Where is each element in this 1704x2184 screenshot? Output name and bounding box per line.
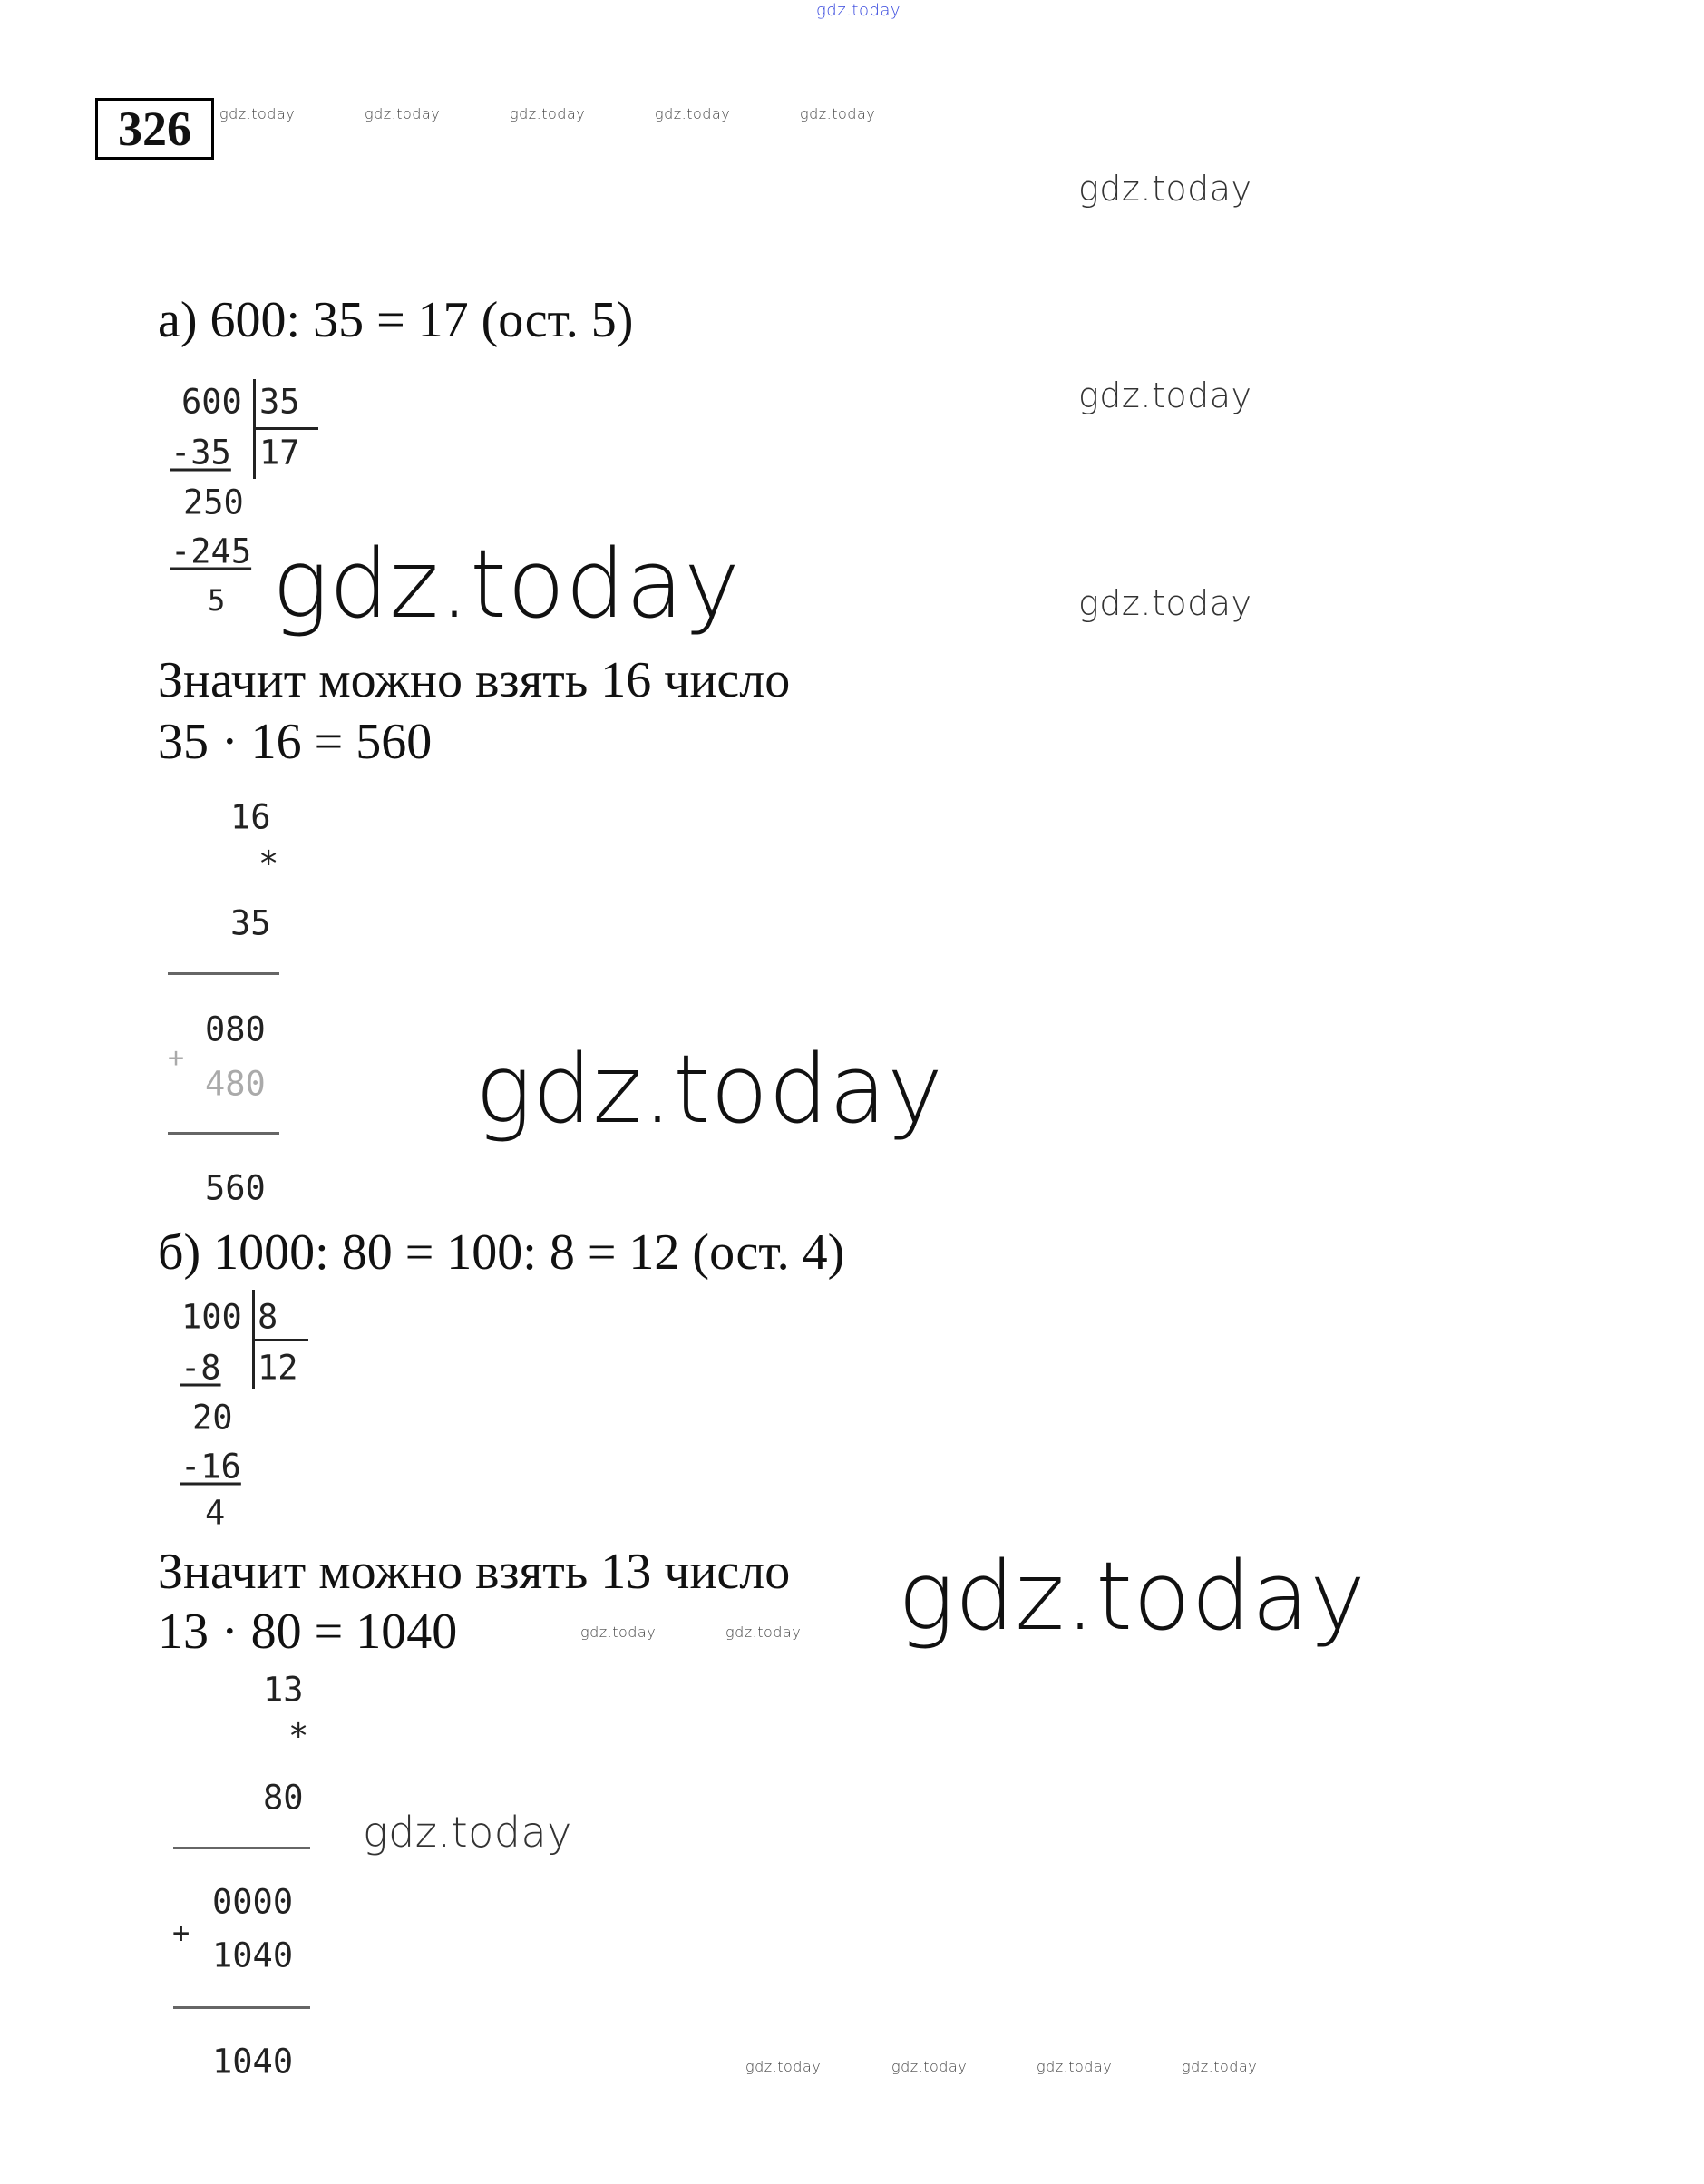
partial-product: 480 [205,1064,266,1104]
watermark: gdz.today [745,2058,822,2075]
watermark: gdz.today [580,1623,657,1641]
watermark: gdz.today [800,105,876,122]
divisor: 8 [258,1297,278,1337]
plus-sign: + [168,1042,185,1074]
remainder: 4 [205,1493,226,1533]
division-step: -35 [170,433,231,473]
division-step: -245 [170,531,252,571]
watermark: gdz.today [1078,375,1252,415]
division-step: 20 [192,1398,233,1438]
quotient: 17 [259,433,300,473]
division-step: 250 [183,483,244,522]
watermark: gdz.today [891,2058,968,2075]
dividend: 600 [181,382,242,422]
watermark: gdz.today [816,1,901,20]
factor: 35 [230,903,271,943]
part-b-equation: б) 1000: 80 = 100: 8 = 12 (ост. 4) [158,1224,845,1281]
remainder: 5 [208,583,226,618]
product-result: 560 [205,1168,266,1208]
rule [168,1132,279,1135]
rule [173,1847,310,1849]
factor: 16 [230,797,271,837]
division-step: -16 [180,1447,241,1487]
product-result: 1040 [212,2042,294,2082]
multiply-sign: * [288,1716,309,1756]
multiply-sign: * [258,843,279,883]
watermark: gdz.today [1037,2058,1113,2075]
part-a-equation: а) 600: 35 = 17 (ост. 5) [158,292,634,348]
watermark: gdz.today [365,105,441,122]
watermark: gdz.today [1182,2058,1258,2075]
divisor-line [252,1339,308,1341]
quotient: 12 [258,1348,298,1388]
problem-number: 326 [95,98,214,160]
watermark: gdz.today [655,105,731,122]
partial-product: 1040 [212,1935,294,1975]
divisor: 35 [259,382,300,422]
partial-product: 080 [205,1009,266,1049]
division-step: -8 [180,1348,221,1388]
watermark: gdz.today [725,1623,802,1641]
watermark: gdz.today [510,105,586,122]
watermark-large: gdz.today [898,1541,1367,1652]
divisor-line [253,427,318,430]
part-a-conclusion: Значит можно взять 16 число [158,652,791,708]
watermark: gdz.today [363,1808,572,1857]
watermark: gdz.today [219,105,296,122]
rule [173,2006,310,2009]
factor: 80 [263,1778,304,1818]
dividend: 100 [181,1297,242,1337]
part-b-conclusion: Значит можно взять 13 число [158,1544,791,1600]
rule [168,972,279,975]
plus-sign: + [172,1916,190,1950]
part-b-product: 13 · 80 = 1040 [158,1604,458,1660]
watermark: gdz.today [1078,169,1252,209]
watermark-large: gdz.today [475,1034,944,1145]
part-a-product: 35 · 16 = 560 [158,714,433,770]
watermark: gdz.today [1078,583,1252,623]
watermark-large: gdz.today [272,529,741,639]
factor: 13 [263,1670,304,1710]
partial-product: 0000 [212,1882,294,1922]
